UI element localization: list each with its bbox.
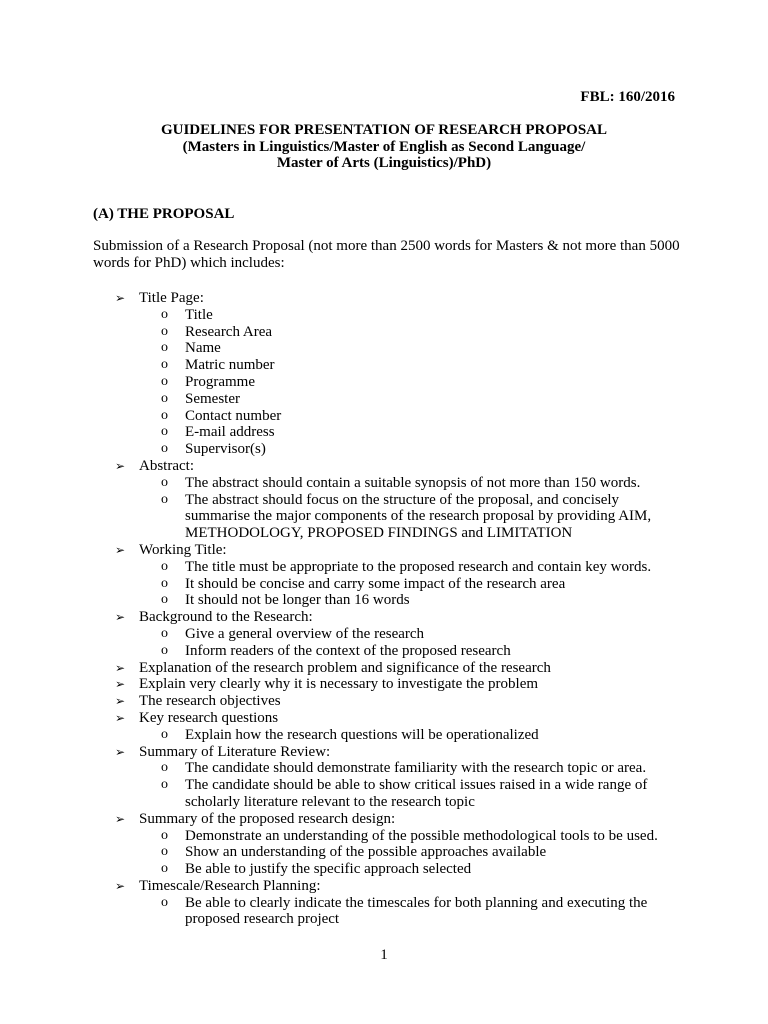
outline-sub-item: [93, 576, 683, 593]
outline-sub-item-text: Show an understanding of the possible approaches available: [185, 844, 547, 861]
outline-item-label: Working Title:: [139, 541, 227, 558]
outline-item-label: Timescale/Research Planning:: [139, 877, 321, 894]
outline-sub-item: [93, 727, 683, 744]
arrow-bullet-icon: ➢: [115, 811, 126, 826]
outline-sub-item: [93, 424, 683, 441]
circle-bullet-icon: o: [161, 558, 168, 574]
outline-sub-item-text: Title: [185, 306, 213, 323]
outline-item: [93, 290, 683, 307]
circle-bullet-icon: o: [161, 861, 168, 877]
circle-bullet-icon: o: [161, 625, 168, 641]
title-line: GUIDELINES FOR PRESENTATION OF RESEARCH PROPOSAL: [160, 122, 608, 138]
outline-sub-item-text: Matric number: [185, 357, 275, 374]
outline-sub-item-text: The candidate should demonstrate familiarity with the research topic or area.: [185, 760, 647, 777]
circle-bullet-icon: o: [161, 407, 168, 423]
page-number: 1: [380, 947, 388, 963]
outline-item: [93, 693, 683, 710]
outline-sub-item-text: Semester: [185, 390, 240, 407]
outline-sub-item: [93, 626, 683, 643]
outline-item-label: Explain very clearly why it is necessary to investigate the problem: [139, 676, 539, 693]
circle-bullet-icon: o: [161, 642, 168, 658]
outline-sub-item: [93, 592, 683, 609]
circle-bullet-icon: o: [161, 827, 168, 843]
outline-item-label: Summary of Literature Review:: [139, 743, 331, 760]
outline-item-label: Abstract:: [139, 457, 194, 474]
outline-sub-item-text: Contact number: [185, 407, 282, 424]
outline-sub-item: [93, 559, 683, 576]
outline-sub-item-text: Inform readers of the context of the proposed research: [185, 642, 511, 659]
outline-item: [93, 609, 683, 626]
circle-bullet-icon: o: [161, 777, 168, 793]
outline-sub-item-text: It should be concise and carry some impact of the research area: [185, 575, 566, 592]
outline-item-label: Key research questions: [139, 709, 279, 726]
outline-sub-item-text: The abstract should focus on the structure of the proposal, and concisely summarise the major components of the research proposal by providing AIM, METHODOLOGY, PROPOSED FINDINGS and LIMITATION: [185, 491, 652, 542]
circle-bullet-icon: o: [161, 575, 168, 591]
circle-bullet-icon: o: [161, 306, 168, 322]
outline-sub-item: [93, 307, 683, 324]
outline-sub-item: [93, 391, 683, 408]
outline-sub-item-text: Demonstrate an understanding of the possible methodological tools to be used.: [185, 827, 658, 844]
outline-item: [93, 811, 683, 828]
outline-sub-item-text: Be able to justify the specific approach selected: [185, 861, 472, 878]
outline-sub-item-text: Programme: [185, 373, 255, 390]
outline-item-label: Background to the Research:: [139, 609, 313, 626]
outline-sub-item-text: The abstract should contain a suitable synopsis of not more than 150 words.: [185, 474, 641, 491]
arrow-bullet-icon: ➢: [115, 710, 126, 725]
circle-bullet-icon: o: [161, 390, 168, 406]
circle-bullet-icon: o: [161, 340, 168, 356]
arrow-bullet-icon: ➢: [115, 677, 126, 692]
outline-sub-item-text: Research Area: [185, 323, 273, 340]
arrow-bullet-icon: ➢: [115, 878, 126, 893]
circle-bullet-icon: o: [161, 760, 168, 776]
arrow-bullet-icon: ➢: [115, 542, 126, 557]
circle-bullet-icon: o: [161, 844, 168, 860]
outline-sub-item: [93, 861, 683, 878]
outline-sub-item: [93, 324, 683, 341]
proposal-outline-list: [93, 290, 683, 928]
title-line: (Masters in Linguistics/Master of English as Second Language/: [182, 138, 586, 155]
outline-sub-item-text: The candidate should be able to show critical issues raised in a wide range of scholarly literature relevant to the research topic: [185, 777, 648, 810]
outline-sub-item: [93, 760, 683, 777]
outline-sub-item-text: E-mail address: [185, 424, 275, 441]
outline-item-label: Explanation of the research problem and significance of the research: [139, 659, 551, 676]
outline-item: [93, 878, 683, 895]
outline-item: [93, 542, 683, 559]
circle-bullet-icon: o: [161, 441, 168, 457]
outline-sub-item-text: Explain how the research questions will be operationalized: [185, 726, 539, 743]
outline-item-label: Title Page:: [139, 290, 204, 306]
outline-sub-item-text: Give a general overview of the research: [185, 625, 425, 642]
circle-bullet-icon: o: [161, 323, 168, 339]
circle-bullet-icon: o: [161, 357, 168, 373]
outline-sub-item-text: It should not be longer than 16 words: [185, 592, 410, 609]
outline-sub-item: [93, 828, 683, 845]
circle-bullet-icon: o: [161, 424, 168, 440]
arrow-bullet-icon: ➢: [115, 291, 126, 305]
outline-sub-item: [93, 492, 683, 542]
circle-bullet-icon: o: [161, 491, 168, 507]
reference-number: FBL: 160/2016: [580, 89, 675, 105]
outline-sub-item: [93, 441, 683, 458]
outline-sub-item: [93, 374, 683, 391]
outline-sub-item: [93, 643, 683, 660]
outline-sub-item-text: Supervisor(s): [185, 441, 266, 458]
outline-sub-item: [93, 844, 683, 861]
outline-sub-item: [93, 408, 683, 425]
outline-item: [93, 744, 683, 761]
outline-item: [93, 710, 683, 727]
circle-bullet-icon: o: [161, 373, 168, 389]
circle-bullet-icon: o: [161, 894, 168, 910]
outline-item: [93, 458, 683, 475]
arrow-bullet-icon: ➢: [115, 610, 126, 625]
outline-sub-item: [93, 777, 683, 811]
circle-bullet-icon: o: [161, 474, 168, 490]
outline-sub-item: [93, 357, 683, 374]
section-heading: (A) THE PROPOSAL: [93, 206, 235, 222]
circle-bullet-icon: o: [161, 726, 168, 742]
outline-sub-item-text: The title must be appropriate to the proposed research and contain key words.: [185, 558, 652, 575]
arrow-bullet-icon: ➢: [115, 660, 126, 675]
arrow-bullet-icon: ➢: [115, 458, 126, 473]
arrow-bullet-icon: ➢: [115, 744, 126, 759]
intro-paragraph: Submission of a Research Proposal (not more than 2500 words for Masters & not more than 5000 words for PhD) which includes:: [93, 238, 680, 271]
circle-bullet-icon: o: [161, 592, 168, 608]
outline-sub-item: [93, 895, 683, 929]
title-line: Master of Arts (Linguistics)/PhD): [276, 155, 492, 171]
outline-item-label: The research objectives: [139, 693, 281, 710]
outline-sub-item: [93, 340, 683, 357]
outline-item: [93, 660, 683, 677]
outline-sub-item: [93, 475, 683, 492]
document-title: [0, 122, 768, 172]
outline-sub-item-text: Be able to clearly indicate the timescales for both planning and executing the proposed research project: [185, 894, 648, 928]
outline-item-label: Summary of the proposed research design:: [139, 810, 396, 827]
outline-sub-item-text: Name: [185, 340, 221, 357]
arrow-bullet-icon: ➢: [115, 694, 126, 709]
outline-item: [93, 676, 683, 693]
